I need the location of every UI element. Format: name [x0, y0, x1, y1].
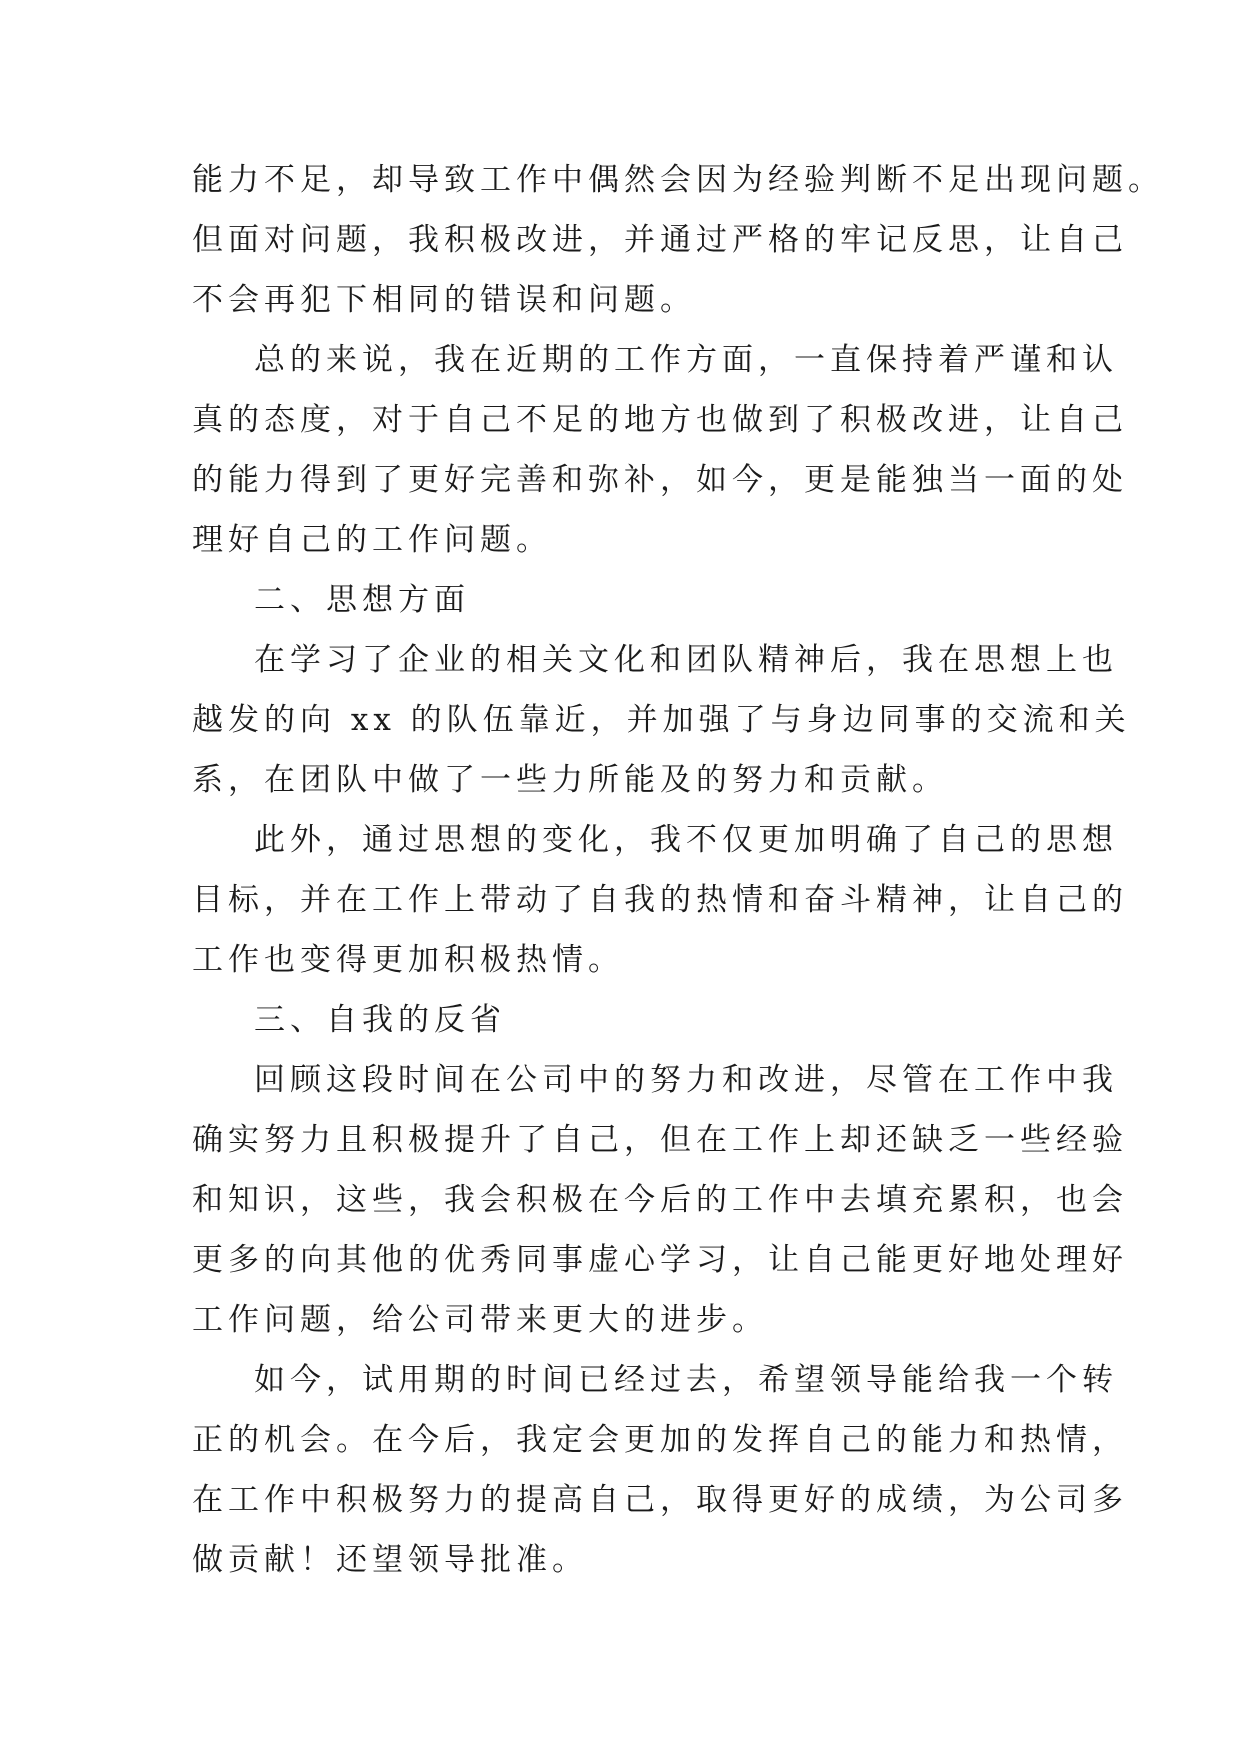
text-line: 目标，并在工作上带动了自我的热情和奋斗精神，让自己的: [192, 882, 1128, 918]
text-line: 越发的向 xx 的队伍靠近，并加强了与身边同事的交流和关: [192, 702, 1131, 738]
text-line: 和知识，这些，我会积极在今后的工作中去填充累积，也会: [192, 1182, 1128, 1218]
text-line: 真的态度，对于自己不足的地方也做到了积极改进，让自己: [192, 402, 1128, 438]
text-line: 但面对问题，我积极改进，并通过严格的牢记反思，让自己: [192, 222, 1128, 258]
paragraph-first-line: 回顾这段时间在公司中的努力和改进，尽管在工作中我: [254, 1062, 1118, 1098]
text-line: 做贡献！还望领导批准。: [192, 1542, 588, 1578]
text-line: 的能力得到了更好完善和弥补，如今，更是能独当一面的处: [192, 462, 1128, 498]
paragraph-first-line: 总的来说，我在近期的工作方面，一直保持着严谨和认: [254, 342, 1118, 378]
text-line: 正的机会。在今后，我定会更加的发挥自己的能力和热情，: [192, 1422, 1128, 1458]
paragraph-first-line: 如今，试用期的时间已经过去，希望领导能给我一个转: [254, 1362, 1118, 1398]
text-line: 系，在团队中做了一些力所能及的努力和贡献。: [192, 762, 948, 798]
section-heading: 三、自我的反省: [254, 1002, 506, 1038]
text-line: 更多的向其他的优秀同事虚心学习，让自己能更好地处理好: [192, 1242, 1128, 1278]
section-heading: 二、思想方面: [254, 582, 470, 618]
text-line: 理好自己的工作问题。: [192, 522, 552, 558]
document-body: [192, 150, 1164, 1590]
text-line: 在工作中积极努力的提高自己，取得更好的成绩，为公司多: [192, 1482, 1128, 1518]
text-line: 工作也变得更加积极热情。: [192, 942, 624, 978]
text-line: 确实努力且积极提升了自己，但在工作上却还缺乏一些经验: [192, 1122, 1128, 1158]
text-line: 不会再犯下相同的错误和问题。: [192, 282, 696, 318]
text-line: 工作问题，给公司带来更大的进步。: [192, 1302, 768, 1338]
paragraph-first-line: 在学习了企业的相关文化和团队精神后，我在思想上也: [254, 642, 1118, 678]
paragraph-first-line: 此外，通过思想的变化，我不仅更加明确了自己的思想: [254, 822, 1118, 858]
text-line: 能力不足，却导致工作中偶然会因为经验判断不足出现问题。: [192, 162, 1164, 198]
